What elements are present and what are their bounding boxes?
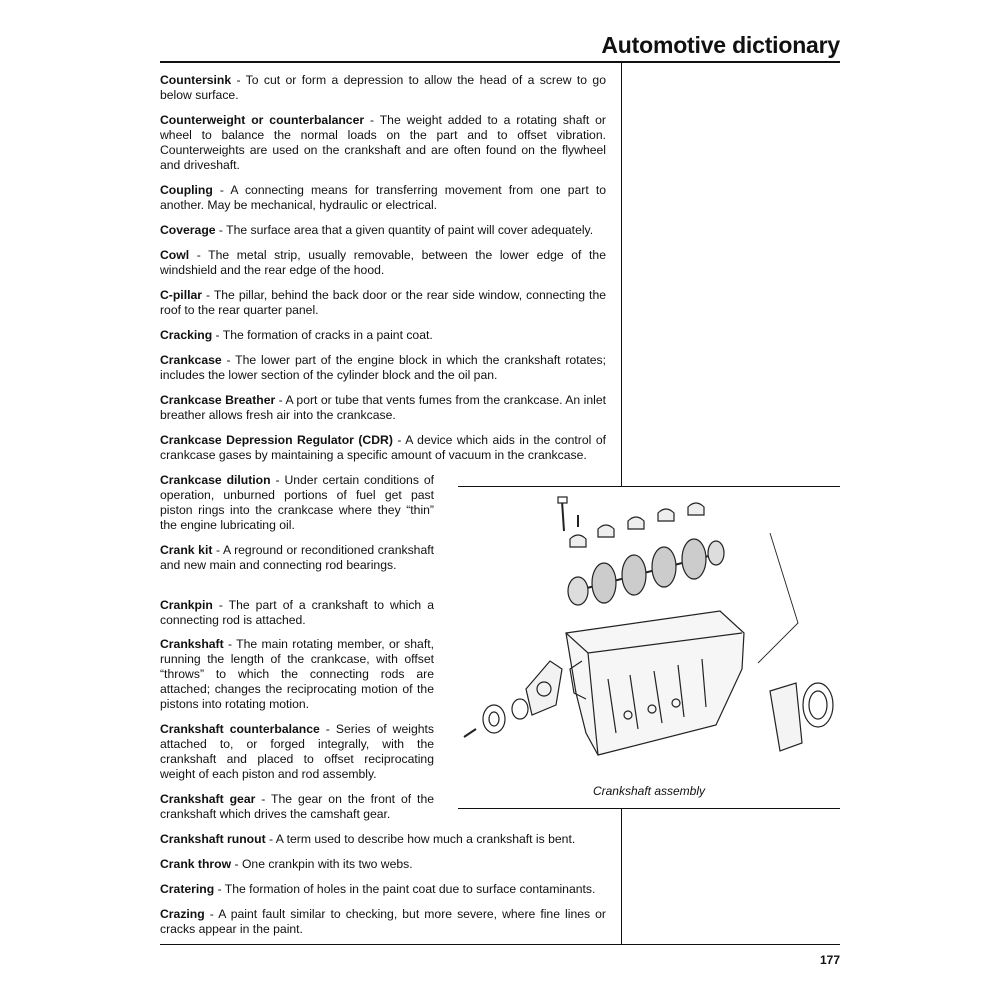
entry-definition: - One crankpin with its two webs. — [231, 857, 413, 871]
entry-term: Crankshaft runout — [160, 832, 266, 846]
entry-definition: - The weight added to a rotating shaft or wheel to balance the normal loads on the part and to offset vibration. Counterweights are used on the crankshaft and are often found on the flywheel and driveshaft. — [160, 113, 606, 172]
dictionary-entry — [160, 907, 606, 937]
entry-definition: - The surface area that a given quantity of paint will cover adequately. — [215, 223, 594, 237]
footer-rule — [160, 944, 840, 945]
dictionary-entry — [160, 433, 606, 463]
entry-definition: - Series of weights attached to, or forged integrally, with the crankshaft and placed to offset reciprocating weight of each piston and rod assembly. — [160, 722, 434, 781]
entry-term: Counterweight or counterbalancer — [160, 113, 365, 127]
entry-term: Countersink — [160, 73, 232, 87]
dictionary-entry — [160, 73, 606, 103]
entry-definition: - A device which aids in the control of crankcase gases by maintaining a specific amount of vacuum in the crankcase. — [160, 433, 606, 462]
figure-caption: Crankshaft assembly — [592, 784, 706, 798]
entry-definition: - To cut or form a depression to allow the head of a screw to go below surface. — [160, 73, 606, 102]
dictionary-entry — [160, 393, 606, 423]
dictionary-entry — [160, 857, 606, 872]
entry-definition: - The part of a crankshaft to which a connecting rod is attached. — [160, 598, 434, 627]
entry-definition: - The formation of cracks in a paint coat. — [212, 328, 433, 342]
entry-definition: - A reground or reconditioned crankshaft and new main and connecting rod bearings. — [160, 543, 434, 572]
entry-definition: - The metal strip, usually removable, between the lower edge of the windshield and the rear edge of the hood. — [160, 248, 606, 277]
entry-term: C-pillar — [160, 288, 202, 302]
entry-definition: - A term used to describe how much a crankshaft is bent. — [265, 832, 576, 846]
page-title: Automotive dictionary — [601, 32, 840, 58]
entry-definition: - The pillar, behind the back door or the rear side window, connecting the roof to the rear quarter panel. — [160, 288, 606, 317]
entry-term: Crankcase — [160, 353, 222, 367]
entry-term: Crankshaft — [160, 637, 224, 651]
entry-term: Cracking — [160, 328, 213, 342]
entry-term: Crankshaft gear — [160, 792, 256, 806]
entry-definition: - A port or tube that vents fumes from the crankcase. An inlet breather allows fresh air into the crankcase. — [160, 393, 606, 422]
dictionary-entry — [160, 882, 606, 897]
entry-term: Cratering — [160, 882, 215, 896]
entry-definition: - The lower part of the engine block in which the crankshaft rotates; includes the lower section of the cylinder block and the oil pan. — [160, 353, 606, 382]
dictionary-entry — [160, 832, 606, 847]
entry-term: Crankshaft counterbalance — [160, 722, 320, 736]
dictionary-entry — [160, 792, 434, 822]
entry-term: Coupling — [160, 183, 213, 197]
dictionary-entry — [160, 113, 606, 173]
entry-term: Crank throw — [160, 857, 232, 871]
entry-definition: - The main rotating member, or shaft, running the length of the crankcase, with offset “throws” to which the connecting rods are attached; changes the reciprocating motion of the pistons into rotating motion. — [160, 637, 434, 711]
dictionary-entry — [160, 288, 606, 318]
dictionary-entry — [160, 223, 606, 238]
entry-term: Crankcase Depression Regulator (CDR) — [160, 433, 393, 447]
dictionary-entry — [160, 473, 434, 533]
column-divider-lower — [621, 808, 622, 944]
entry-definition: - A paint fault similar to checking, but more severe, where fine lines or cracks appear in the paint. — [160, 907, 606, 936]
dictionary-entry — [160, 598, 434, 628]
column-divider — [621, 63, 622, 486]
entry-term: Crank kit — [160, 543, 213, 557]
dictionary-entry — [160, 543, 434, 573]
figure-bottom-rule — [458, 808, 840, 809]
entry-definition: - A connecting means for transferring movement from one part to another. May be mechanical, hydraulic or electrical. — [160, 183, 606, 212]
entry-term: Coverage — [160, 223, 216, 237]
dictionary-entry — [160, 183, 606, 213]
entry-term: Cowl — [160, 248, 190, 262]
entry-definition: - The formation of holes in the paint coat due to surface contaminants. — [214, 882, 596, 896]
entry-term: Crankcase Breather — [160, 393, 276, 407]
entry-definition: - The gear on the front of the crankshaft which drives the camshaft gear. — [160, 792, 435, 821]
dictionary-entry — [160, 248, 606, 278]
entry-term: Crankpin — [160, 598, 213, 612]
dictionary-entry — [160, 328, 606, 343]
crankshaft-assembly-illustration — [458, 493, 840, 793]
page-number: 177 — [819, 953, 840, 967]
entry-term: Crazing — [160, 907, 205, 921]
entry-term: Crankcase dilution — [160, 473, 271, 487]
header-rule — [160, 61, 840, 63]
dictionary-entry — [160, 637, 434, 712]
entry-definition: - Under certain conditions of operation, unburned portions of fuel get past piston rings into the crankcase where they “thin” the engine lubricating oil. — [160, 473, 434, 532]
dictionary-entry — [160, 722, 434, 782]
dictionary-entry — [160, 353, 606, 383]
figure-top-rule — [458, 486, 840, 487]
